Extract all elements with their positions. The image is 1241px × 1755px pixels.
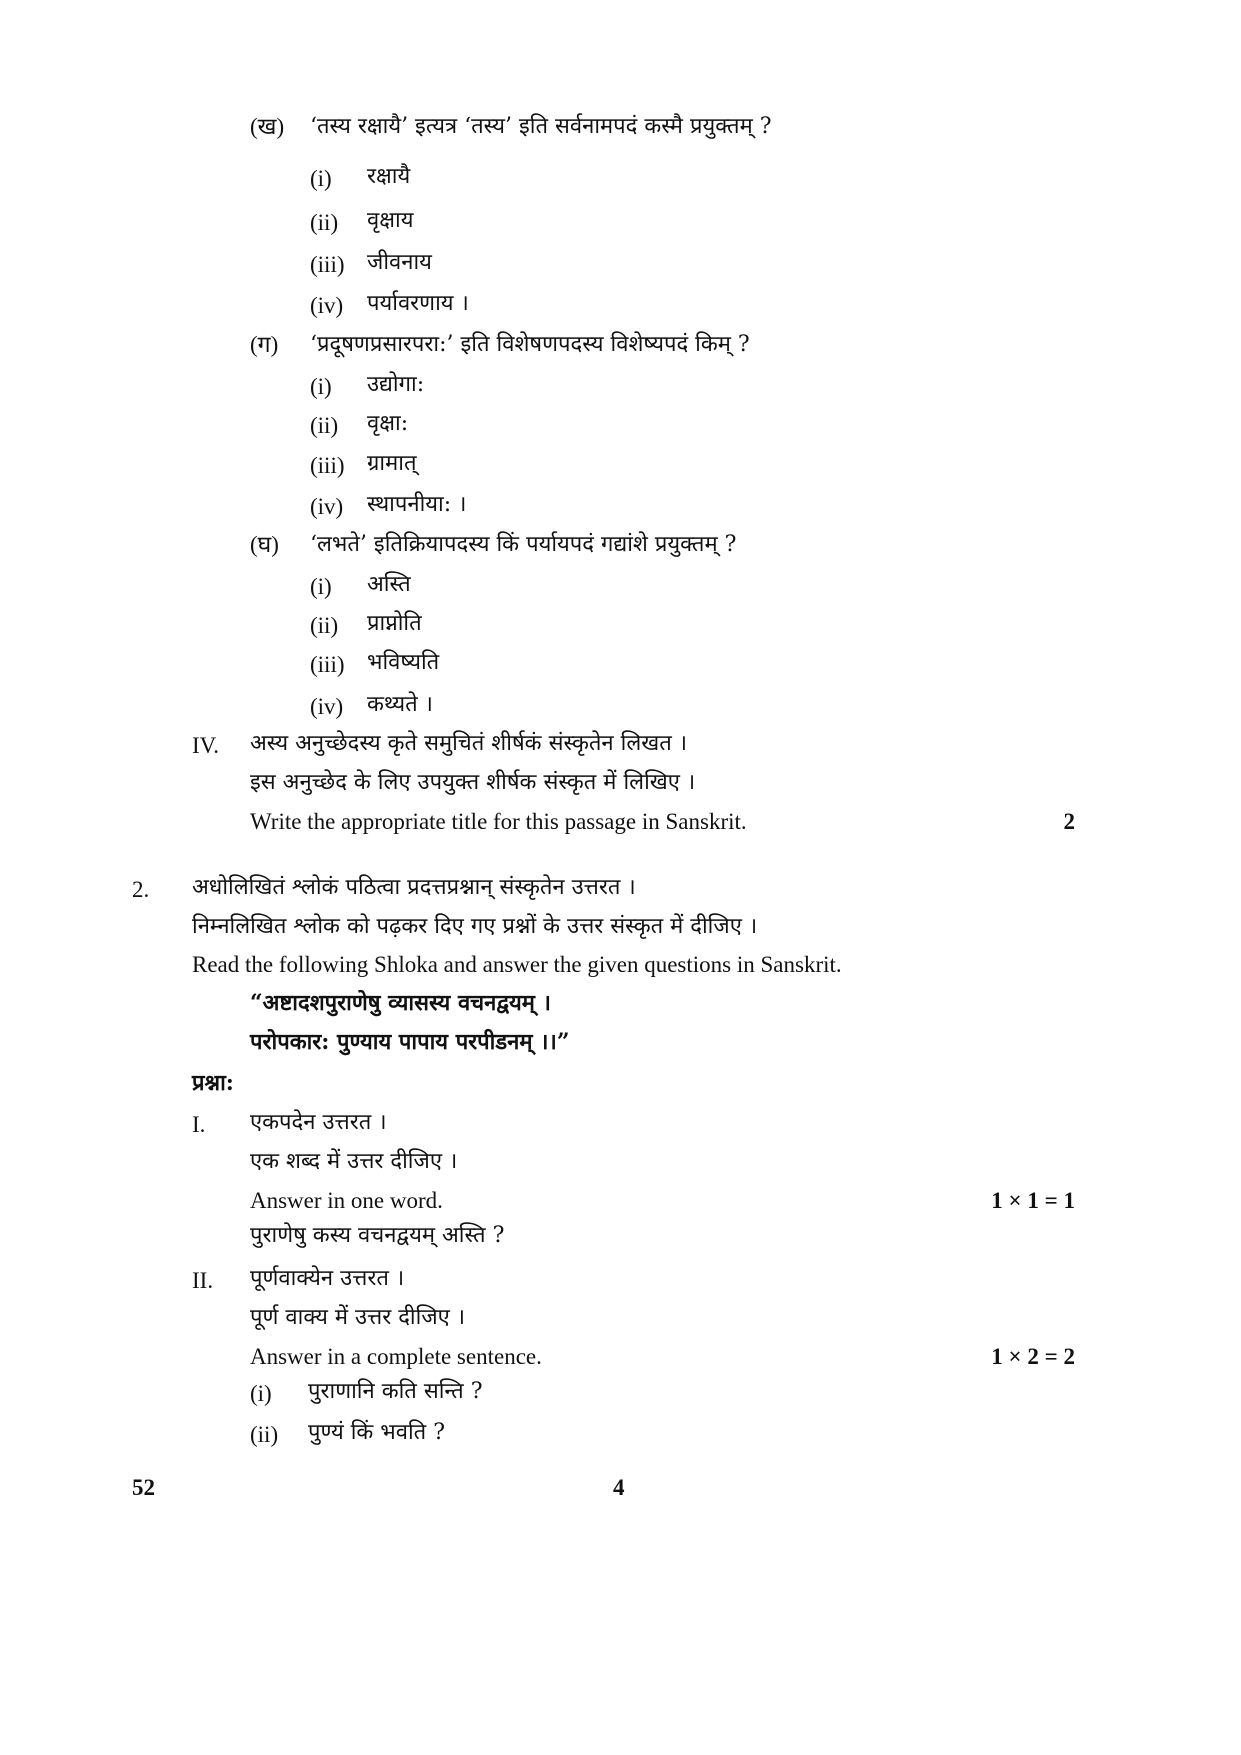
- option-number: (iv): [310, 293, 344, 318]
- marks: 1 × 1 = 1: [991, 1188, 1075, 1213]
- question-text: पुण्यं किं भवति ?: [308, 1420, 446, 1445]
- option-text: जीवनाय: [367, 250, 432, 275]
- instruction-english: Answer in one word.: [250, 1188, 443, 1213]
- shloka-line: “अष्टादशपुराणेषु व्यासस्य वचनद्वयम् ।: [250, 990, 551, 1016]
- option-text: उद्योगा:: [367, 372, 425, 397]
- instruction-hindi: इस अनुच्छेद के लिए उपयुक्त शीर्षक संस्कृत में लिखिए ।: [250, 770, 696, 795]
- option-number: (i): [250, 1381, 272, 1406]
- instruction-hindi: पूर्ण वाक्य में उत्तर दीजिए ।: [250, 1305, 466, 1330]
- instruction-english: Write the appropriate title for this passage in Sanskrit.: [250, 809, 747, 834]
- option-number: (ii): [310, 210, 339, 235]
- option-text: ग्रामात्: [367, 451, 417, 476]
- marks: 2: [1063, 809, 1075, 834]
- option-text: प्राप्नोति: [367, 611, 422, 636]
- marks: 1 × 2 = 2: [991, 1344, 1075, 1369]
- question-number: 2.: [132, 877, 150, 902]
- option-number: (i): [310, 574, 332, 599]
- question-text: ‘लभते’ इतिक्रियापदस्य किं पर्यायपदं गद्यांशे प्रयुक्तम् ?: [310, 532, 737, 557]
- instruction-english: Read the following Shloka and answer the given questions in Sanskrit.: [192, 952, 842, 977]
- instruction-sanskrit: पूर्णवाक्येन उत्तरत ।: [250, 1266, 405, 1291]
- option-text: पर्यावरणाय ।: [367, 291, 469, 316]
- option-number: (ii): [310, 413, 339, 438]
- question-text: ‘तस्य रक्षायै’ इत्यत्र ‘तस्य’ इति सर्वनामपदं कस्मै प्रयुक्तम् ?: [310, 114, 772, 139]
- instruction-english: Answer in a complete sentence.: [250, 1344, 542, 1369]
- option-number: (iii): [310, 652, 345, 677]
- option-number: (ii): [250, 1422, 279, 1447]
- part-label: II.: [192, 1268, 214, 1293]
- question-text: पुराणानि कति सन्ति ?: [308, 1379, 483, 1404]
- option-text: कथ्यते ।: [367, 692, 434, 717]
- question-label: (ख): [250, 114, 285, 139]
- instruction-hindi: निम्नलिखित श्लोक को पढ़कर दिए गए प्रश्नों के उत्तर संस्कृत में दीजिए ।: [192, 914, 758, 939]
- option-number: (iv): [310, 694, 344, 719]
- option-number: (iv): [310, 494, 344, 519]
- option-text: रक्षायै: [367, 164, 411, 189]
- question-text: ‘प्रदूषणप्रसारपरा:’ इति विशेषणपदस्य विशेष्यपदं किम् ?: [310, 332, 750, 357]
- option-number: (i): [310, 374, 332, 399]
- option-text: वृक्षाय: [367, 208, 414, 233]
- part-label: IV.: [192, 733, 220, 758]
- option-number: (iii): [310, 252, 345, 277]
- option-number: (i): [310, 166, 332, 191]
- option-number: (ii): [310, 613, 339, 638]
- instruction-sanskrit: अधोलिखितं श्लोकं पठित्वा प्रदत्तप्रश्नान् संस्कृतेन उत्तरत ।: [192, 875, 636, 900]
- paper-code: 52: [132, 1475, 155, 1500]
- part-label: I.: [192, 1112, 206, 1137]
- option-text: वृक्षा:: [367, 411, 409, 436]
- instruction-sanskrit: एकपदेन उत्तरत ।: [250, 1110, 387, 1135]
- option-text: अस्ति: [367, 572, 411, 597]
- question-label: (घ): [250, 532, 279, 557]
- instruction-hindi: एक शब्द में उत्तर दीजिए ।: [250, 1149, 458, 1174]
- page-number: 4: [613, 1475, 625, 1500]
- option-text: स्थापनीया: ।: [367, 492, 467, 517]
- option-text: भविष्यति: [367, 650, 440, 675]
- instruction-sanskrit: अस्य अनुच्छेदस्य कृते समुचितं शीर्षकं संस्कृतेन लिखत ।: [250, 731, 688, 756]
- prashna-heading: प्रश्ना:: [192, 1070, 234, 1096]
- question-label: (ग): [250, 332, 279, 357]
- question-text: पुराणेषु कस्य वचनद्वयम् अस्ति ?: [250, 1223, 505, 1248]
- shloka-line: परोपकार: पुण्याय पापाय परपीडनम् ।।”: [250, 1029, 570, 1055]
- option-number: (iii): [310, 453, 345, 478]
